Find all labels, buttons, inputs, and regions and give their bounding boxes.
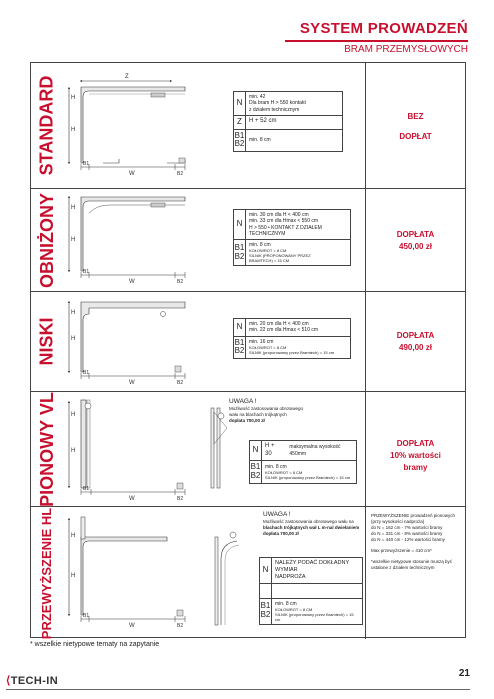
svg-text:W: W [129, 279, 135, 285]
svg-text:H: H [71, 412, 76, 418]
parameters-table [233, 318, 351, 359]
low-headroom-track-diagram [67, 189, 207, 292]
high-lift-diagram [67, 507, 207, 640]
param-row-n: N min. 20 cm dla H < 400 cm min. 22 cm dla Hmax < 510 cm [234, 319, 350, 337]
svg-text:B2: B2 [177, 171, 184, 177]
price-cell: DOPŁATA 10% wartości bramy [390, 439, 441, 472]
svg-text:W: W [129, 496, 135, 502]
svg-text:H: H [71, 237, 76, 243]
section-label: PIONOWY VL [36, 391, 57, 507]
svg-text:B1: B1 [83, 161, 90, 167]
param-row-b: B1 B2 min. 16 cm KOŁOWROT = 8 CM SILNIK (proponowany przez Bramtech) = 15 cm [234, 337, 350, 359]
svg-text:B1: B1 [83, 486, 90, 492]
page-number: 21 [458, 668, 470, 679]
svg-text:W: W [129, 623, 135, 629]
svg-text:Z: Z [125, 74, 129, 80]
svg-text:W: W [129, 380, 135, 386]
high-lift-surcharge-note: PRZEWYŻSZENIE prowadzeń pionowych (przy wysokości nadproża) do N = 162 cm - 7% wartości bramy do N = 331 cm - 9% wartości bramy do N = 440 cm - 12% wartości bramy Max przewyższenie = 410 cm* *wszelkie nietypowe stosunie muszą być ustalone z działem technicznym [371, 513, 456, 571]
svg-text:B1: B1 [83, 370, 90, 376]
svg-text:B1: B1 [83, 269, 90, 275]
section-standard [31, 63, 465, 188]
svg-text:H: H [71, 127, 76, 133]
param-row-b: B1 B2 min. 8 cm KOŁOWROT = 8 CM SILNIK (proponowany przez Bramtech) = 15 cm [260, 600, 354, 622]
param-row-n: N H + 30 maksymalna wysokość 450mm [250, 441, 356, 461]
section-obnizony [31, 188, 465, 291]
parameters-table [233, 209, 351, 266]
svg-text:H: H [71, 310, 76, 316]
section-niski [31, 291, 465, 391]
track-systems-table [30, 62, 466, 638]
param-row-n: N min. 42 Dla bram H > 550 kontakt z działem technicznym [234, 92, 342, 116]
svg-text:W: W [129, 171, 135, 177]
svg-text:B2: B2 [177, 496, 184, 502]
footnote: * wszelkie nietypowe tematy na zapytanie [30, 641, 160, 648]
svg-text:H: H [71, 573, 76, 579]
note-uwaga: UWAGA ! Możliwość zastosowania obrotowego wału na blachach trójkątnych dopłata 700,00 zł [229, 398, 304, 424]
svg-text:H: H [71, 205, 76, 211]
section-label: OBNIŻONY [36, 192, 57, 288]
section-pionowy-vl [31, 391, 465, 506]
section-label: STANDARD [36, 75, 57, 176]
svg-text:B2: B2 [177, 380, 184, 386]
section-przewyzszenie-hl [31, 506, 465, 639]
param-row-b: B1 B2 min. 8 cm KOŁOWROT = 8 CM SILNIK (proponowany przez Bramtech) = 15 cm [250, 461, 356, 483]
page-title: SYSTEM PROWADZEŃ [299, 20, 468, 37]
section-label: PRZEWYŻSZENIE HL [39, 507, 55, 639]
svg-text:H: H [71, 95, 76, 101]
param-row-z: Z H + 52 cm [234, 116, 342, 130]
standard-track-diagram [67, 63, 207, 188]
param-row-n: N min. 30 cm dla H < 400 cm min. 33 cm dla Hmax < 550 cm H > 550 • KONTAKT Z DZIAŁEM TECHNICZNYM [234, 210, 350, 240]
price-cell: DOPŁATA 450,00 zł [396, 230, 435, 251]
low-track-diagram [67, 292, 207, 392]
vertical-lift-diagram [67, 392, 207, 507]
parameters-table [233, 91, 343, 152]
brand-logo: ⟨TECH-IN [6, 675, 59, 687]
price-cell: BEZ DOPŁAT [399, 112, 432, 141]
parameters-table [259, 557, 363, 625]
svg-text:H: H [71, 533, 76, 539]
svg-text:H: H [71, 448, 76, 454]
svg-text:B2: B2 [177, 623, 184, 629]
param-row-n: N NALEŻY PODAĆ DOKŁADNY WYMIAR NADPROŻA [260, 558, 362, 584]
parameters-table [249, 440, 357, 484]
footer-rule [6, 689, 470, 690]
section-label: NISKI [36, 317, 57, 366]
note-uwaga: UWAGA ! Możliwość zastosowania obrotowego wału na blachach trójkątnych wał L m-nal dwiełaniem dopłata 700,00 zł [263, 511, 360, 537]
svg-text:H: H [71, 336, 76, 342]
title-underline [285, 40, 468, 42]
high-lift-detail-diagram [209, 529, 249, 629]
param-row-b: B1 B2 min. 8 cm KOŁOWROT = 8 CM SILNIK (PROPONOWANY PRZEZ BRAMTECH) = 15 CM [234, 242, 311, 264]
svg-text:B1: B1 [83, 613, 90, 619]
page-subtitle: BRAM PRZEMYSŁOWYCH [344, 44, 468, 55]
param-row-b: B1 B2 min. 8 cm [234, 130, 342, 152]
svg-text:B2: B2 [177, 279, 184, 285]
price-cell: DOPŁATA 490,00 zł [396, 331, 435, 352]
